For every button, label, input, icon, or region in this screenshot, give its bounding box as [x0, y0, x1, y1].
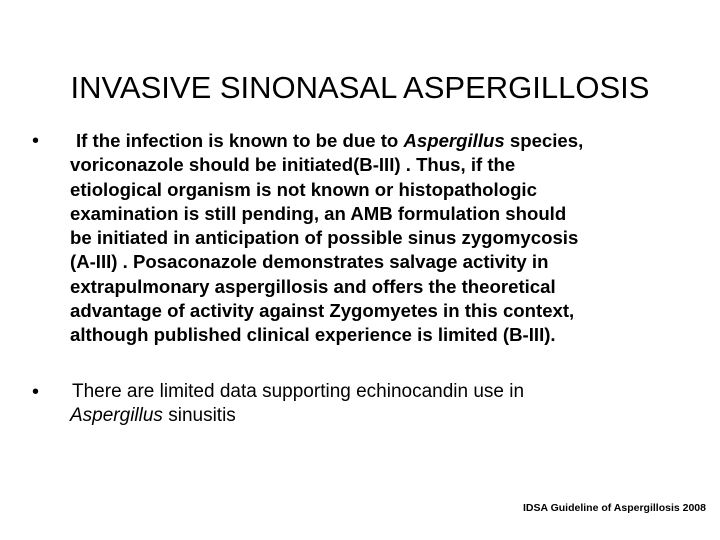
- text-run: species,: [504, 130, 584, 151]
- text-run: If the infection is known to be due to: [76, 130, 404, 151]
- source-citation: IDSA Guideline of Aspergillosis 2008: [522, 502, 706, 514]
- bullet-line: (A-III) . Posaconazole demonstrates salvage activity in: [70, 251, 549, 273]
- bullet-marker: •: [32, 130, 40, 152]
- bullet-line: [76, 129, 710, 153]
- bullet-marker: •: [32, 381, 40, 403]
- bullet-line: etiological organism is not known or histopathologic: [70, 178, 537, 200]
- bullet-line: advantage of activity against Zygomyetes in this context,: [70, 300, 575, 322]
- bullet-line: examination is still pending, an AMB formulation should: [70, 202, 567, 224]
- slide-title: INVASIVE SINONASAL ASPERGILLOSIS: [70, 70, 650, 105]
- bullet-line: [70, 404, 710, 428]
- bullet-line: although published clinical experience is limited (B-III).: [70, 324, 556, 346]
- italic-term: Aspergillus: [70, 405, 163, 427]
- bullet-line: There are limited data supporting echinocandin use in: [72, 381, 525, 402]
- bullet-text: [70, 129, 710, 348]
- italic-term: Aspergillus: [403, 130, 505, 151]
- bullet-text: [70, 380, 710, 429]
- bullet-line: voriconazole should be initiated(B-III) . Thus, if the: [70, 154, 516, 176]
- bullet-line: be initiated in anticipation of possible sinus zygomycosis: [70, 227, 579, 249]
- bullet-line: extrapulmonary aspergillosis and offers the theoretical: [70, 275, 556, 297]
- text-run: sinusitis: [162, 405, 236, 427]
